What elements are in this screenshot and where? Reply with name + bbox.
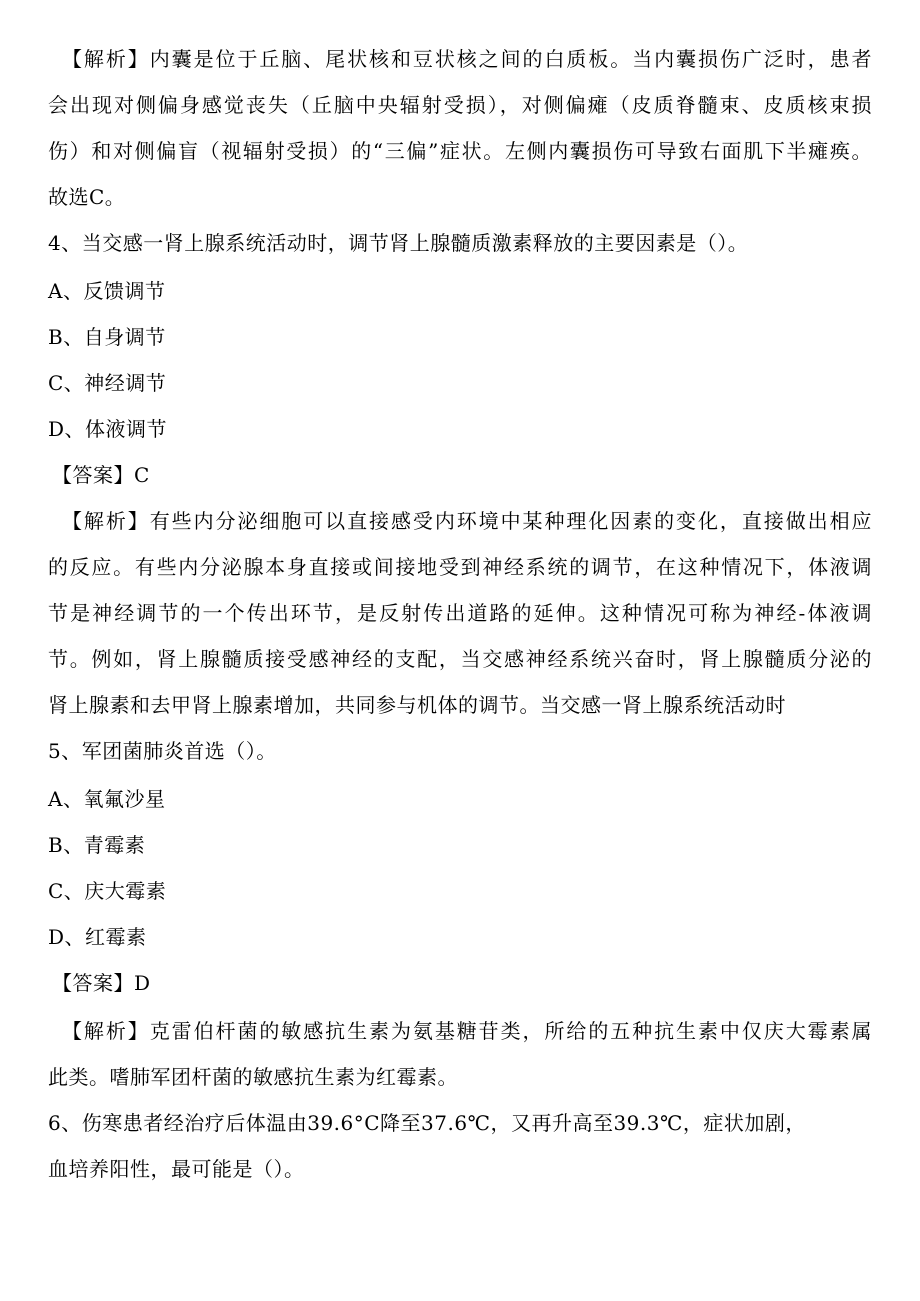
question-text: 6、伤寒患者经治疗后体温由39.6°C降至37.6℃，又再升高至39.3℃，症状加剧， (48, 1111, 806, 1135)
answer-label: 【答案】C (52, 463, 150, 487)
analysis-text-line: 会出现对侧偏身感觉丧失（丘脑中央辐射受损），对侧偏瘫（皮质脊髓束、皮质核束损 (48, 93, 872, 117)
analysis-text-line: 【解析】克雷伯杆菌的敏感抗生素为氨基糖苷类，所给的五种抗生素中仅庆大霉素属 (62, 1019, 872, 1043)
analysis-text-line: 的反应。有些内分泌腺本身直接或间接地受到神经系统的调节，在这种情况下，体液调 (48, 555, 872, 579)
option-a: A、反馈调节 (48, 279, 166, 303)
option-a: A、氧氟沙星 (48, 787, 166, 811)
analysis-text-line: 【解析】有些内分泌细胞可以直接感受内环境中某种理化因素的变化，直接做出相应 (62, 509, 872, 533)
question-text: 5、军团菌肺炎首选（）。 (48, 739, 277, 763)
analysis-text-line: 此类。嗜肺军团杆菌的敏感抗生素为红霉素。 (48, 1065, 458, 1089)
option-b: B、自身调节 (48, 325, 166, 349)
analysis-text-line: 故选C。 (48, 185, 126, 209)
answer-label: 【答案】D (52, 971, 151, 995)
option-b: B、青霉素 (48, 833, 146, 857)
analysis-text-line: 节。例如，肾上腺髓质接受感神经的支配，当交感神经系统兴奋时，肾上腺髓质分泌的 (48, 647, 872, 671)
question-text: 血培养阳性，最可能是（）。 (48, 1157, 305, 1181)
option-d: D、红霉素 (48, 925, 147, 949)
analysis-text-line: 【解析】内囊是位于丘脑、尾状核和豆状核之间的白质板。当内囊损伤广泛时，患者 (62, 47, 872, 71)
analysis-text-line: 节是神经调节的一个传出环节，是反射传出道路的延伸。这种情况可称为神经-体液调 (48, 601, 872, 625)
option-c: C、神经调节 (48, 371, 167, 395)
analysis-text-line: 肾上腺素和去甲肾上腺素增加，共同参与机体的调节。当交感一肾上腺系统活动时 (48, 693, 786, 717)
analysis-text-line: 伤）和对侧偏盲（视辐射受损）的“三偏”症状。左侧内囊损伤可导致右面肌下半瘫痪。 (48, 139, 872, 163)
option-c: C、庆大霉素 (48, 879, 167, 903)
question-text: 4、当交感一肾上腺系统活动时，调节肾上腺髓质激素释放的主要因素是（）。 (48, 231, 749, 255)
option-d: D、体液调节 (48, 417, 168, 441)
